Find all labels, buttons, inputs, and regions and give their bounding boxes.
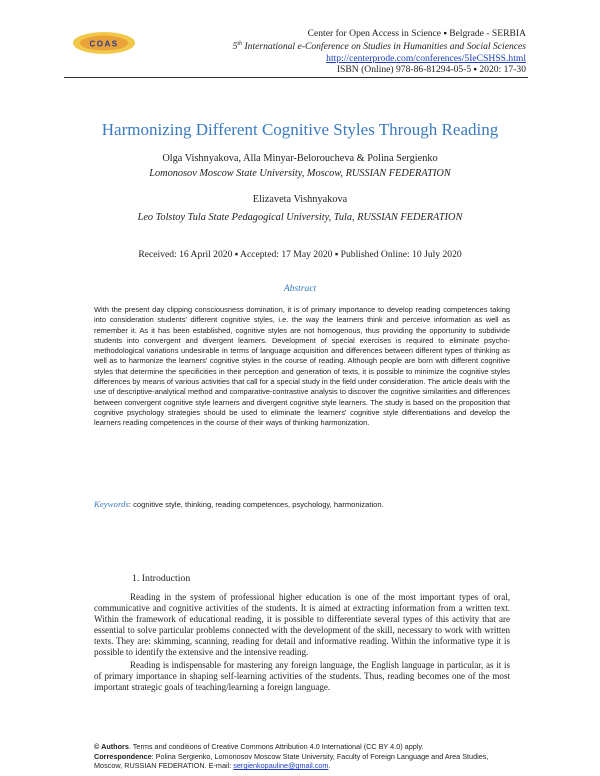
logo-text: COAS	[89, 39, 119, 49]
footer-correspondence-text: : Polina Sergienko, Lomonosov Moscow State University, Faculty of Foreign Language and Area Studies, Moscow, RUSSIAN FEDERATION. E-mail:	[94, 751, 489, 771]
footer-email-link[interactable]: sergienkopauline@gmail.com	[233, 761, 329, 771]
footer-notes: © Authors. Terms and conditions of Creative Commons Attribution 4.0 International (CC BY 4.0) apply. Correspondence: Polina Sergienko, Lomonosov Moscow State University, Faculty of Foreign Language and Area Studies, Moscow, RUSSIAN FEDERATION. E-mail: sergienkopauline@gmail.com.	[94, 742, 489, 771]
intro-paragraph-1: Reading in the system of professional higher education is one of the most important types of oral, communicative and cognitive activities of the students. It is aimed at extracting information from a written text. Within the framework of educational reading, it is possible to differentiate several types of this activity that are essential to solve particular problems connected with the development of the skill, necessary to work with written texts. They are: skimming, scanning, reading for detail and informative reading. Within the informative type it is possible to identify the extensive and the intensive reading.	[94, 592, 510, 657]
header-conference-line: 5th International e-Conference on Studies in Humanities and Social Sciences	[232, 41, 526, 53]
conference-url-link[interactable]: http://centerprode.com/conferences/5IeCSHSS.html	[326, 53, 526, 64]
authors-primary: Olga Vishnyakova, Alla Minyar-Beloroucheva & Polina Sergienko	[162, 153, 438, 164]
abstract-heading: Abstract	[283, 284, 317, 294]
footer-license-text: . Terms and conditions of Creative Commons Attribution 4.0 International (CC BY 4.0) apply.	[128, 742, 424, 751]
header-center-line: Center for Open Access in Science ▪ Belgrade - SERBIA	[307, 28, 526, 39]
publication-dates: Received: 16 April 2020 ▪ Accepted: 17 May 2020 ▪ Published Online: 10 July 2020	[138, 249, 462, 260]
conference-header	[166, 28, 526, 76]
intro-paragraph-2: Reading is indispensable for mastering any foreign language, the English language in particular, as it is of primary importance in shaping self-learning activities of the students. Thus, reading becomes one of the most important strategic goals of teaching/learning a foreign language.	[94, 660, 510, 692]
keywords-label: Keywords	[94, 499, 129, 509]
keywords-list: : cognitive style, thinking, reading competences, psychology, harmonization.	[128, 500, 384, 509]
header-rule	[64, 77, 528, 78]
affiliation-secondary: Leo Tolstoy Tula State Pedagogical University, Tula, RUSSIAN FEDERATION	[137, 212, 463, 223]
footer-correspondence-label: Correspondence	[94, 751, 152, 761]
footer-authors-label: © Authors	[94, 742, 129, 751]
abstract-text: With the present day clipping consciousness domination, it is of primary importance to develop reading competences taking into consideration students' different cognitive styles, i.e. the way the learners think and perceive information as well as remember it. As it has been established, cognitive styles are not homogenous, thus providing the opportunity to subdivide students into convergent and divergent learners. Development of special exercises is required to eliminate psycho-methodological variations undesirable in terms of language acquisition and differences between different types of thinking as well as to harmonize the learners' cognitive styles in the course of reading. Although people are born with different cognitive styles that determine the specificities in their perception and generation of texts, it is possible to minimize the cognitive styles differences by means of various activities that call for a special study in the field under consideration. The article deals with the use of descriptive-analytical method and comparative-contrastive analysis to discover the cognitive similarities and differences between convergent cognitive style learners and divergent cognitive style learners. The study is based on the proposition that cognitive psychology strategies should be used to eliminate the learners' cognitive style differentiations and develop the learners reading competences in the course of their ways of thinking harmonization.	[94, 305, 510, 428]
isbn-line: ISBN (Online) 978-86-81294-05-5 ▪ 2020: 17-30	[336, 64, 526, 76]
keywords-line	[94, 499, 514, 509]
authors-secondary: Elizaveta Vishnyakova	[252, 194, 348, 205]
section-heading-introduction: 1. Introduction	[132, 573, 191, 584]
coas-logo	[72, 30, 136, 56]
affiliation-primary: Lomonosov Moscow State University, Moscow, RUSSIAN FEDERATION	[149, 168, 451, 179]
paper-title: Harmonizing Different Cognitive Styles Through Reading	[101, 120, 499, 139]
